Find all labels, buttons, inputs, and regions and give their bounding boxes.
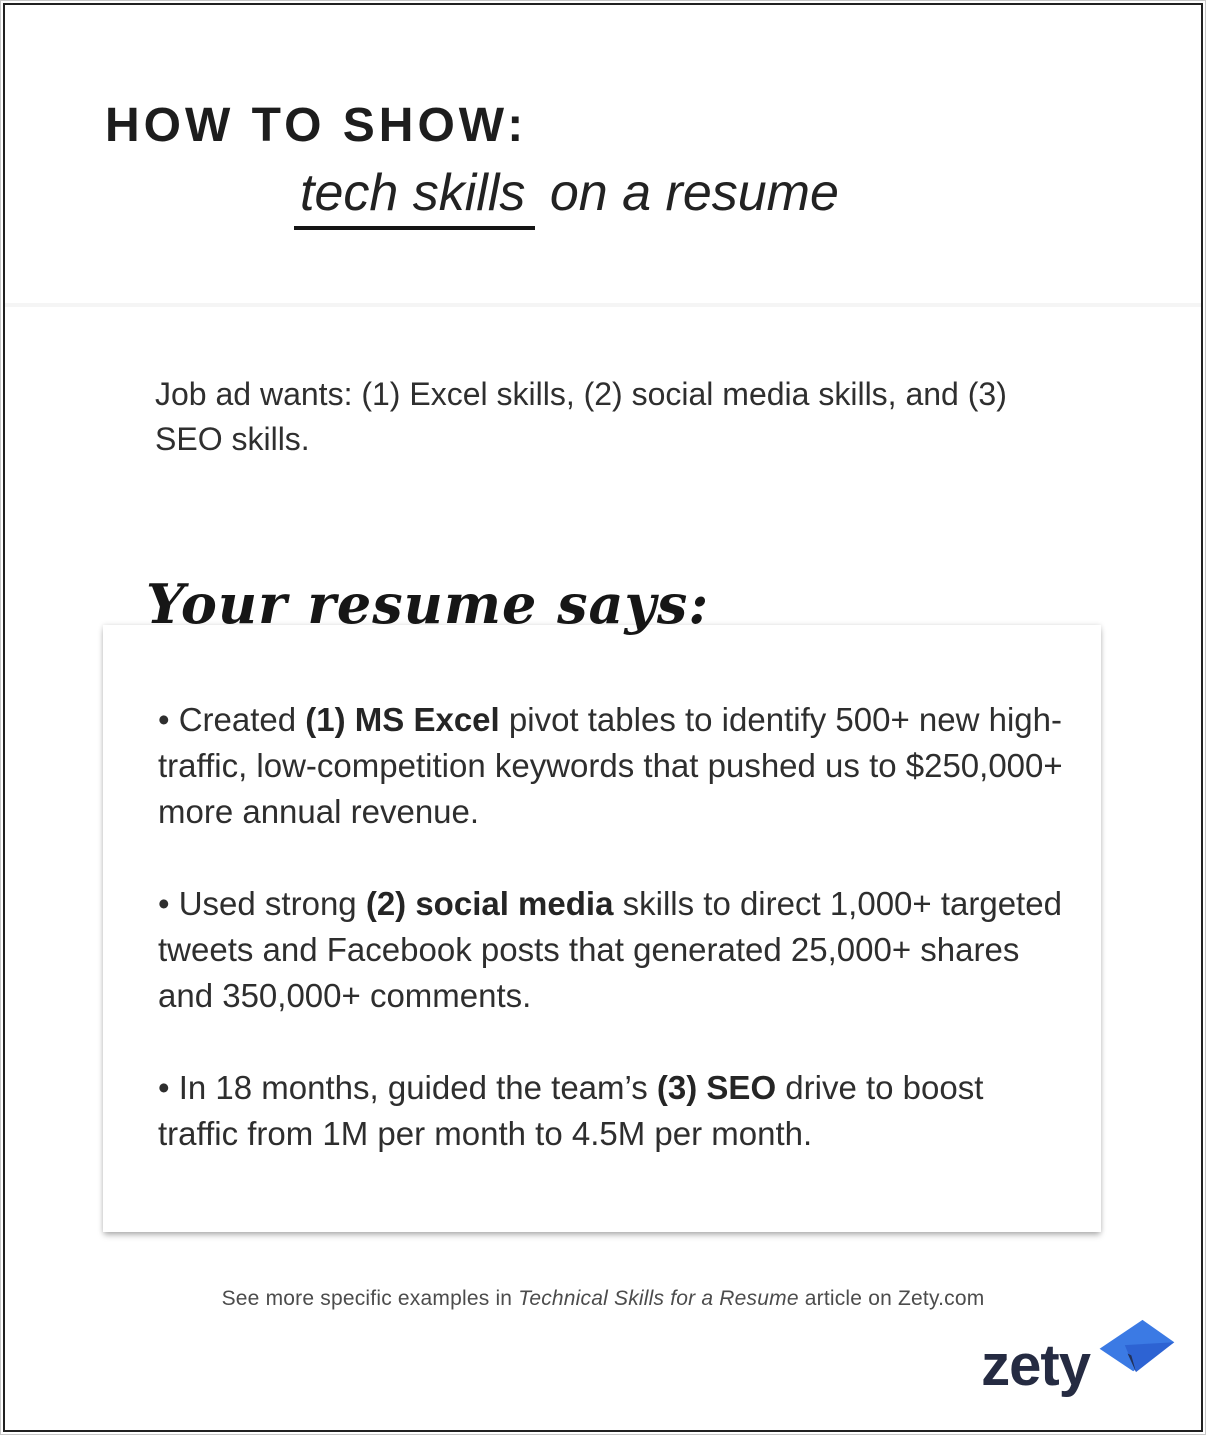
text-segment: Technical Skills for a Resume bbox=[518, 1287, 799, 1310]
text-segment: • Created bbox=[158, 701, 306, 738]
resume-bullet-list bbox=[158, 697, 1063, 1203]
resume-says-heading: Your resume says: bbox=[146, 572, 710, 636]
text-segment: on a resume bbox=[535, 164, 839, 222]
text-segment: • Used strong bbox=[158, 885, 366, 922]
text-segment: (3) SEO bbox=[656, 1069, 777, 1106]
text-segment: (1) MS Excel bbox=[305, 701, 500, 738]
text-segment: article on Zety.com bbox=[798, 1287, 985, 1310]
resume-example-card bbox=[103, 625, 1101, 1232]
text-segment: (2) social media bbox=[365, 885, 614, 922]
text-segment: skills to direct 1,000+ targeted tweets and Facebook posts that generated 25,000+ shares and 350,000+ comments. bbox=[158, 885, 1062, 1014]
zety-arrow-icon bbox=[1094, 1317, 1178, 1375]
section-divider bbox=[5, 303, 1201, 307]
page-title: HOW TO SHOW: bbox=[105, 99, 528, 152]
job-ad-requirements-text: Job ad wants: (1) Excel skills, (2) social media skills, and (3) SEO skills. bbox=[155, 376, 1007, 457]
text-segment: tech skills bbox=[294, 163, 535, 230]
resume-bullet-seo bbox=[158, 1065, 1063, 1157]
page-subtitle bbox=[300, 163, 839, 230]
resume-bullet-social-media bbox=[158, 881, 1063, 1019]
zety-logo bbox=[981, 1333, 1178, 1398]
footer-note bbox=[0, 1287, 1206, 1311]
text-segment: pivot tables to identify 500+ new high-traffic, low-competition keywords that pushed us to $250,000+ more annual revenue. bbox=[158, 701, 1063, 830]
text-segment: drive to boost traffic from 1M per month to 4.5M per month. bbox=[158, 1069, 984, 1152]
zety-logo-wordmark: zety bbox=[981, 1333, 1090, 1398]
text-segment: • In 18 months, guided the team’s bbox=[158, 1069, 657, 1106]
resume-bullet-excel bbox=[158, 697, 1063, 835]
text-segment: See more specific examples in bbox=[221, 1287, 519, 1310]
